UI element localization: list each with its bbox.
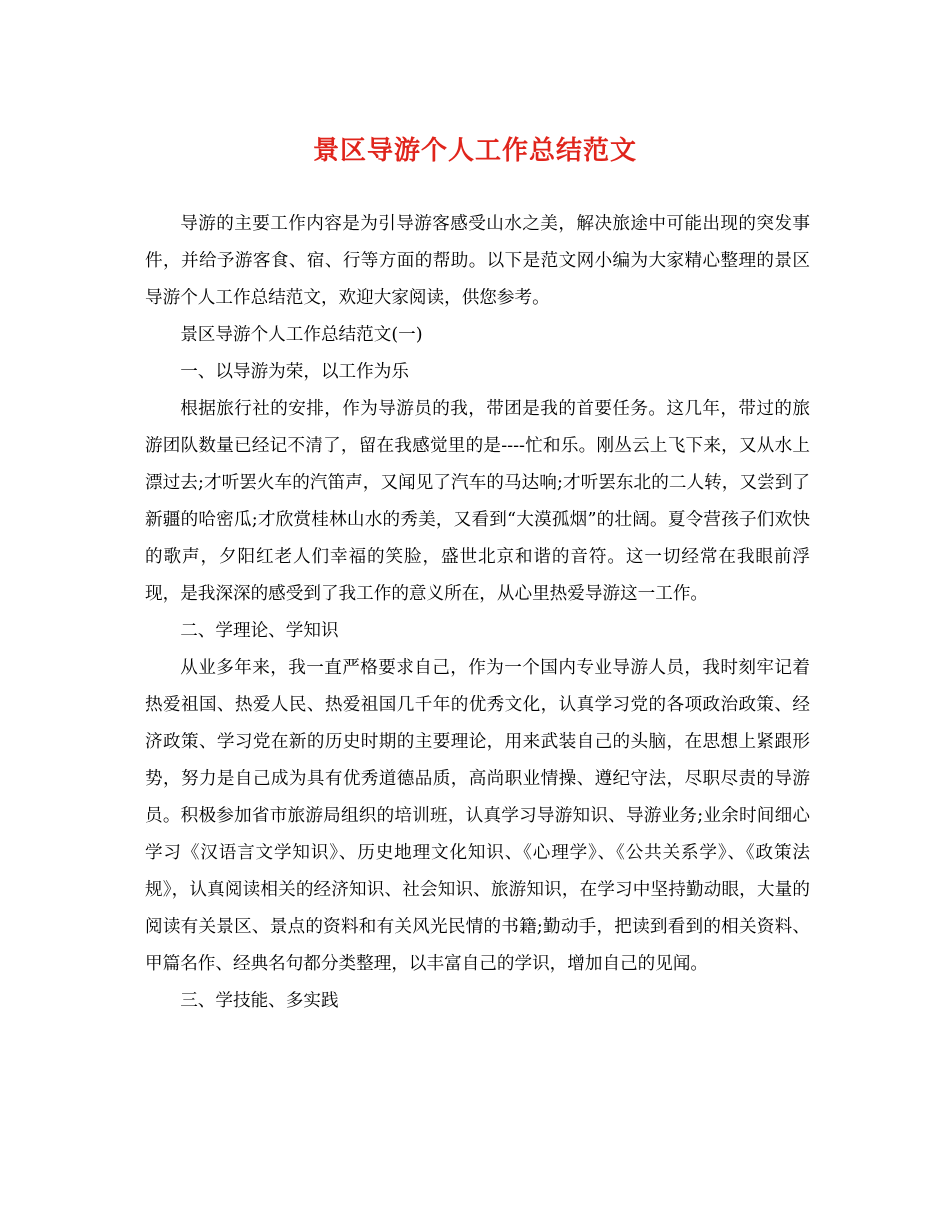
subheading-two: 二、学理论、学知识	[180, 621, 339, 641]
document-body	[145, 206, 810, 1020]
document-title: 景区导游个人工作总结范文	[312, 136, 637, 166]
paragraph-work-passion: 根据旅行社的安排，作为导游员的我，带团是我的首要任务。这几年，带过的旅游团队数量已经记不清了，留在我感觉里的是----忙和乐。刚丛云上飞下来，又从水上漂过去;才听罢火车的汽笛声，又闻见了汽车的马达响;才听罢东北的二人转，又尝到了新疆的哈密瓜;才欣赏桂林山水的秀美，又看到“大漠孤烟”的壮阔。夏令营孩子们欢快的歌声，夕阳红老人们幸福的笑脸，盛世北京和谐的音符。这一切经常在我眼前浮现，是我深深的感受到了我工作的意义所在，从心里热爱导游这一工作。	[145, 399, 810, 604]
paragraph-study: 从业多年来，我一直严格要求自己，作为一个国内专业导游人员，我时刻牢记着热爱祖国、热爱人民、热爱祖国几千年的优秀文化，认真学习党的各项政治政策、经济政策、学习党在新的历史时期的主要理论，用来武装自己的头脑，在思想上紧跟形势，努力是自己成为具有优秀道德品质，高尚职业情操、遵纪守法，尽职尽责的导游员。积极参加省市旅游局组织的培训班，认真学习导游知识、导游业务;业余时间细心学习《汉语言文学知识》、历史地理文化知识、《心理学》、《公共关系学》、《政策法规》，认真阅读相关的经济知识、社会知识、旅游知识，在学习中坚持勤动眼，大量的阅读有关景区、景点的资料和有关风光民情的书籍;勤动手，把读到看到的相关资料、甲篇名作、经典名句都分类整理，以丰富自己的学识，增加自己的见闻。	[145, 658, 810, 974]
subheading-one: 一、以导游为荣，以工作为乐	[180, 362, 409, 382]
intro-paragraph: 导游的主要工作内容是为引导游客感受山水之美，解决旅途中可能出现的突发事件，并给予游客食、宿、行等方面的帮助。以下是范文网小编为大家精心整理的景区导游个人工作总结范文，欢迎大家阅读，供您参考。	[145, 214, 810, 308]
section-heading-part-one: 景区导游个人工作总结范文(一)	[180, 325, 423, 345]
subheading-three: 三、学技能、多实践	[180, 991, 339, 1011]
